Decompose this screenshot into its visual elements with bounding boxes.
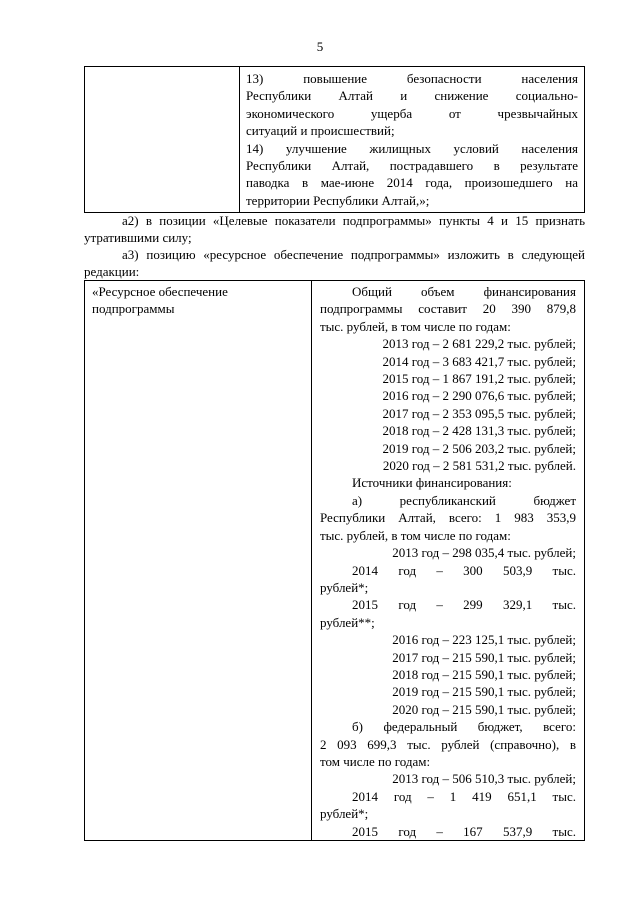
text-line: паводка в мае-июне 2014 года, произошедшего на bbox=[246, 175, 578, 191]
text-line: тыс. рублей, в том числе по годам: bbox=[320, 318, 511, 334]
text-line: 13) повышение безопасности населения bbox=[246, 71, 578, 86]
previous-table-fragment bbox=[84, 66, 585, 213]
text-line: рублей**; bbox=[320, 614, 375, 630]
year-line: 2015 год – 1 867 191,2 тыс. рублей; bbox=[382, 371, 576, 387]
text-line: 2 093 699,3 тыс. рублей (справочно), в bbox=[320, 736, 576, 752]
text-line: Общий объем финансирования bbox=[352, 284, 576, 299]
text-line: территории Республики Алтай,»; bbox=[246, 192, 430, 208]
resource-table bbox=[84, 280, 585, 841]
text-line: ситуаций и происшествий; bbox=[246, 123, 395, 139]
text-line: рублей*; bbox=[320, 579, 369, 595]
text-line: Республики Алтай, всего: 1 983 353,9 bbox=[320, 510, 576, 526]
text-line: тыс. рублей, в том числе по годам: bbox=[320, 527, 511, 543]
page-number: 5 bbox=[316, 39, 324, 54]
year-line: 2013 год – 298 035,4 тыс. рублей; bbox=[392, 545, 576, 561]
empty-cell bbox=[85, 67, 240, 213]
text-line: рублей*; bbox=[320, 806, 369, 822]
year-line: 2015 год – 167 537,9 тыс. bbox=[352, 823, 576, 839]
paragraph-a2: а2) в позиции «Целевые показатели подпрограммы» пункты 4 и 15 признать утратившими силу; bbox=[84, 213, 585, 246]
year-line: 2014 год – 3 683 421,7 тыс. рублей; bbox=[382, 353, 576, 369]
year-line: 2017 год – 215 590,1 тыс. рублей; bbox=[392, 649, 576, 665]
year-line: 2016 год – 2 290 076,6 тыс. рублей; bbox=[382, 388, 576, 404]
text-line: а) республиканский бюджет bbox=[352, 492, 576, 508]
text-line: Республики Алтай, пострадавшего в результате bbox=[246, 158, 578, 174]
year-line: 2014 год – 1 419 651,1 тыс. bbox=[352, 788, 576, 804]
year-line: 2017 год – 2 353 095,5 тыс. рублей; bbox=[382, 405, 576, 421]
year-line: 2016 год – 223 125,1 тыс. рублей; bbox=[392, 632, 576, 648]
text-line: Республики Алтай и снижение социально- bbox=[246, 88, 578, 104]
resource-label-cell bbox=[85, 281, 312, 841]
year-line: 2013 год – 506 510,3 тыс. рублей; bbox=[392, 771, 576, 787]
label-line: «Ресурсное обеспечение bbox=[92, 284, 228, 299]
label-line: подпрограммы bbox=[92, 301, 175, 317]
text-line: экономического ущерба от чрезвычайных bbox=[246, 105, 578, 121]
year-line: 2013 год – 2 681 229,2 тыс. рублей; bbox=[382, 336, 576, 352]
text-line: б) федеральный бюджет, всего: bbox=[352, 719, 576, 735]
year-line: 2015 год – 299 329,1 тыс. bbox=[352, 597, 576, 613]
year-line: 2014 год – 300 503,9 тыс. bbox=[352, 562, 576, 578]
text-line: Источники финансирования: bbox=[352, 475, 512, 491]
year-line: 2020 год – 215 590,1 тыс. рублей; bbox=[392, 701, 576, 717]
text-line: том числе по годам: bbox=[320, 753, 431, 769]
year-line: 2018 год – 2 428 131,3 тыс. рублей; bbox=[382, 423, 576, 439]
paragraph-a3: а3) позицию «ресурсное обеспечение подпрограммы» изложить в следующей редакции: bbox=[84, 247, 585, 280]
text-line: 14) улучшение жилищных условий населения bbox=[246, 140, 578, 156]
year-line: 2019 год – 2 506 203,2 тыс. рублей; bbox=[382, 440, 576, 456]
year-line: 2018 год – 215 590,1 тыс. рублей; bbox=[392, 666, 576, 682]
year-line: 2019 год – 215 590,1 тыс. рублей; bbox=[392, 684, 576, 700]
goals-cell bbox=[240, 67, 585, 213]
resource-value-cell bbox=[312, 281, 585, 841]
year-line: 2020 год – 2 581 531,2 тыс. рублей. bbox=[382, 458, 576, 474]
text-line: подпрограммы составит 20 390 879,8 bbox=[320, 301, 576, 317]
